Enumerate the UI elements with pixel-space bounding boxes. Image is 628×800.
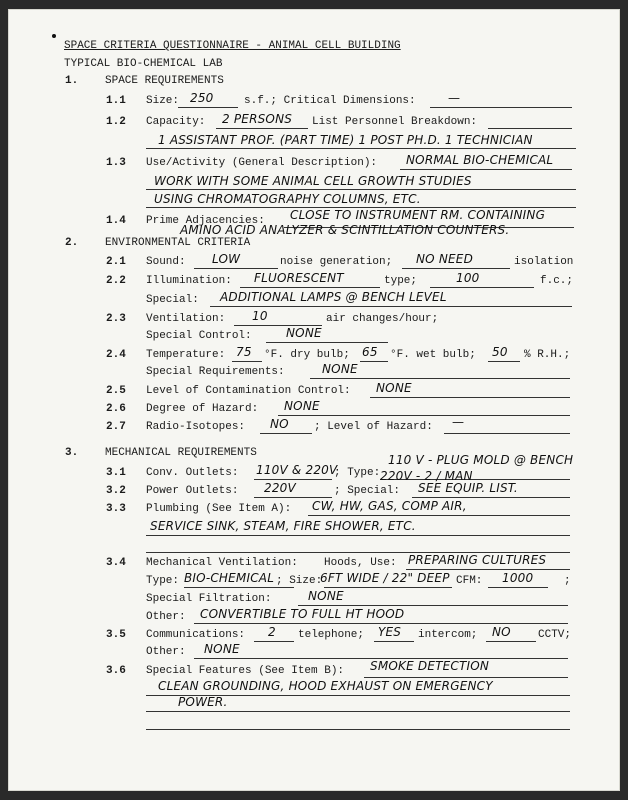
document-subtitle: TYPICAL BIO-CHEMICAL LAB (64, 58, 223, 70)
hood-other-value: CONVERTIBLE TO FULL HT HOOD (200, 607, 405, 621)
hoods-use-value: PREPARING CULTURES (408, 553, 547, 567)
use-activity-line (400, 169, 572, 170)
prime-adjacencies-label: Prime Adjacencies: (146, 215, 265, 227)
cctv-value: NO (492, 625, 511, 639)
section-2-number: 2. (65, 237, 79, 249)
capacity-label: Capacity: (146, 116, 206, 128)
radio-hazard-line (444, 433, 570, 434)
special-features-cont-1: CLEAN GROUNDING, HOOD EXHAUST ON EMERGENCY (158, 679, 493, 693)
communications-other-value: NONE (204, 642, 240, 656)
conv-outlets-value: 110V & 220V (256, 463, 338, 477)
degree-of-hazard-line (278, 415, 570, 416)
intercom-label: intercom; (418, 629, 478, 641)
hood-size-label: ; Size: (276, 575, 323, 587)
contamination-control-line (370, 397, 570, 398)
prime-adjacencies-cont: AMINO ACID ANALYZER & SCINTILLATION COUNTERS. (180, 223, 510, 237)
section-3-heading: MECHANICAL REQUIREMENTS (105, 447, 257, 459)
item-3-5-number: 3.5 (106, 629, 126, 641)
special-filtration-value: NONE (308, 589, 344, 603)
personnel-line-2 (146, 148, 576, 149)
humidity-label: % R.H.; (524, 349, 571, 361)
cfm-label: CFM: (456, 575, 483, 587)
plumbing-label: Plumbing (See Item A): (146, 503, 292, 515)
critical-dimensions-line (430, 107, 572, 108)
use-activity-cont-2: USING CHROMATOGRAPHY COLUMNS, ETC. (154, 192, 421, 206)
prime-adjacencies-value: CLOSE TO INSTRUMENT RM. CONTAINING (290, 208, 546, 222)
air-changes-label: air changes/hour; (326, 313, 439, 325)
wet-bulb-line (360, 361, 388, 362)
ventilation-value: 10 (252, 309, 268, 323)
intercom-line (374, 641, 414, 642)
item-3-1-number: 3.1 (106, 467, 126, 479)
sound-label: Sound: (146, 256, 186, 268)
document-page (8, 9, 620, 791)
special-features-cont-2: POWER. (178, 695, 228, 709)
use-activity-line-2 (146, 189, 576, 190)
outlet-type-label: ; Type: (334, 467, 381, 479)
wet-bulb-label: °F. wet bulb; (390, 349, 476, 361)
humidity-line (488, 361, 520, 362)
telephone-line (254, 641, 294, 642)
degree-of-hazard-label: Degree of Hazard: (146, 403, 259, 415)
temp-special-requirements-line (310, 378, 570, 379)
contamination-control-label: Level of Contamination Control: (146, 385, 351, 397)
personnel-breakdown-line (488, 128, 572, 129)
plumbing-cont: SERVICE SINK, STEAM, FIRE SHOWER, ETC. (150, 519, 416, 533)
special-features-line (364, 677, 568, 678)
dry-bulb-value: 75 (236, 345, 252, 359)
item-2-6-number: 2.6 (106, 403, 126, 415)
item-2-5-number: 2.5 (106, 385, 126, 397)
capacity-line (216, 128, 308, 129)
hoods-use-line (406, 569, 570, 570)
capacity-value: 2 PERSONS (222, 112, 293, 126)
illumination-special-line (210, 306, 572, 307)
sound-value: LOW (212, 252, 241, 266)
personnel-breakdown-label: List Personnel Breakdown: (312, 116, 478, 128)
item-3-6-number: 3.6 (106, 665, 126, 677)
footcandles-value: 100 (456, 271, 480, 285)
hood-size-line (324, 587, 452, 588)
section-2-heading: ENVIRONMENTAL CRITERIA (105, 237, 251, 249)
temp-special-requirements-value: NONE (322, 362, 358, 376)
cctv-line (486, 641, 536, 642)
power-outlets-line (254, 497, 332, 498)
size-line (178, 107, 238, 108)
item-2-1-number: 2.1 (106, 256, 126, 268)
isolation-line (402, 268, 510, 269)
size-label: Size: (146, 95, 180, 107)
illumination-label: Illumination: (146, 275, 232, 287)
punch-mark (52, 34, 56, 38)
section-1-heading: SPACE REQUIREMENTS (105, 75, 224, 87)
hood-size-value: 6FT WIDE / 22" DEEP (320, 571, 450, 585)
special-features-value: SMOKE DETECTION (370, 659, 490, 673)
section-3-number: 3. (65, 447, 79, 459)
item-2-4-number: 2.4 (106, 349, 126, 361)
item-1-3-number: 1.3 (106, 157, 126, 169)
ventilation-label: Ventilation: (146, 313, 226, 325)
illumination-special-label: Special: (146, 294, 199, 306)
item-1-4-number: 1.4 (106, 215, 126, 227)
size-value: 250 (190, 91, 214, 105)
document-title: SPACE CRITERIA QUESTIONNAIRE - ANIMAL CELL BUILDING (64, 40, 401, 52)
item-2-2-number: 2.2 (106, 275, 126, 287)
outlet-type-value-2: 220V - 2 / MAN (380, 469, 473, 483)
cfm-line (488, 587, 548, 588)
humidity-value: 50 (492, 345, 508, 359)
hood-type-label: Type: (146, 575, 180, 587)
illumination-line (240, 287, 380, 288)
power-special-line (412, 497, 570, 498)
noise-generation-label: noise generation; (280, 256, 393, 268)
critical-dimensions-value: — (448, 91, 461, 105)
special-control-value: NONE (286, 326, 322, 340)
conv-outlets-line (254, 479, 332, 480)
item-1-2-number: 1.2 (106, 116, 126, 128)
intercom-value: YES (378, 625, 402, 639)
dry-bulb-line (232, 361, 262, 362)
personnel-breakdown-value: 1 ASSISTANT PROF. (PART TIME) 1 POST PH.D. 1 TECHNICIAN (158, 133, 533, 147)
special-features-line-4 (146, 729, 570, 730)
section-1-number: 1. (65, 75, 79, 87)
power-outlets-value: 220V (264, 481, 296, 495)
telephone-label: telephone; (298, 629, 365, 641)
dry-bulb-label: °F. dry bulb; (264, 349, 350, 361)
radio-isotopes-label: Radio-Isotopes: (146, 421, 246, 433)
contamination-control-value: NONE (376, 381, 412, 395)
special-filtration-line (298, 605, 568, 606)
cfm-value: 1000 (502, 571, 534, 585)
conv-outlets-label: Conv. Outlets: (146, 467, 239, 479)
hood-other-label: Other: (146, 611, 186, 623)
plumbing-value: CW, HW, GAS, COMP AIR, (312, 499, 467, 513)
plumbing-line (308, 515, 570, 516)
radio-hazard-value: — (452, 415, 465, 429)
special-filtration-label: Special Filtration: (146, 593, 272, 605)
power-special-label: ; Special: (334, 485, 401, 497)
special-control-line (266, 342, 388, 343)
plumbing-line-2 (146, 535, 570, 536)
cctv-label: CCTV; (538, 629, 572, 641)
critical-dimensions-label: s.f.; Critical Dimensions: (244, 95, 416, 107)
hood-type-value: BIO-CHEMICAL (184, 571, 275, 585)
sound-line (194, 268, 278, 269)
special-features-label: Special Features (See Item B): (146, 665, 345, 677)
hoods-use-label: Hoods, Use: (324, 557, 397, 569)
telephone-value: 2 (268, 625, 276, 639)
hood-other-line (194, 623, 568, 624)
outlet-type-value: 110 V - PLUG MOLD @ BENCH (388, 453, 574, 467)
radio-isotopes-value: NO (270, 417, 289, 431)
item-3-3-number: 3.3 (106, 503, 126, 515)
use-activity-value: NORMAL BIO-CHEMICAL (406, 153, 554, 167)
use-activity-label: Use/Activity (General Description): (146, 157, 378, 169)
power-special-value: SEE EQUIP. LIST. (418, 481, 518, 495)
temp-special-requirements-label: Special Requirements: (146, 366, 285, 378)
item-3-4-number: 3.4 (106, 557, 126, 569)
item-2-3-number: 2.3 (106, 313, 126, 325)
communications-label: Communications: (146, 629, 246, 641)
item-1-1-number: 1.1 (106, 95, 126, 107)
special-features-line-3 (146, 711, 570, 712)
isolation-value: NO NEED (416, 252, 474, 266)
illumination-value: FLUORESCENT (254, 271, 344, 285)
use-activity-cont-1: WORK WITH SOME ANIMAL CELL GROWTH STUDIES (154, 174, 472, 188)
footcandles-line (430, 287, 534, 288)
wet-bulb-value: 65 (362, 345, 378, 359)
item-2-7-number: 2.7 (106, 421, 126, 433)
footcandles-label: f.c.; (540, 275, 574, 287)
item-3-2-number: 3.2 (106, 485, 126, 497)
radio-hazard-label: ; Level of Hazard: (314, 421, 433, 433)
illumination-type-label: type; (384, 275, 418, 287)
mech-ventilation-label: Mechanical Ventilation: (146, 557, 298, 569)
communications-other-label: Other: (146, 646, 186, 658)
radio-isotopes-line (260, 433, 312, 434)
special-control-label: Special Control: (146, 330, 252, 342)
power-outlets-label: Power Outlets: (146, 485, 239, 497)
degree-of-hazard-value: NONE (284, 399, 320, 413)
cfm-semicolon: ; (564, 575, 571, 587)
isolation-label: isolation (514, 256, 574, 268)
temperature-label: Temperature: (146, 349, 226, 361)
illumination-special-value: ADDITIONAL LAMPS @ BENCH LEVEL (220, 290, 447, 304)
